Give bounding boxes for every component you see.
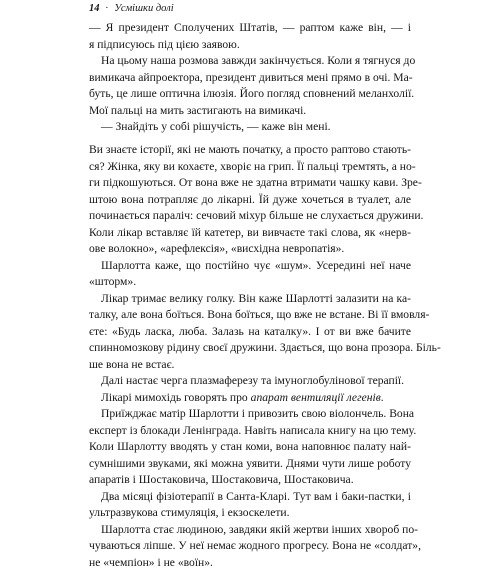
text-line: не «чемпіон» і не «воїн». — [89, 555, 411, 571]
text-line: Шарлотта стає людиною, завдяки якій жертви інших хвороб по- — [89, 522, 411, 539]
text-line: Шарлотта каже, що постійно чує «шум». Усередині неї наче — [89, 258, 411, 275]
text-line: Далі настає черга плазмаферезу та імуноглобулінової терапії. — [89, 373, 411, 390]
text-line: — Я президент Сполучених Штатів, — раптом каже він, — і — [89, 20, 411, 37]
text-line: Приїжджає матір Шарлотти і привозить свою віолончель. Вона — [89, 406, 411, 423]
text-line: я підписуюсь під цією заявою. — [89, 37, 411, 54]
text-line: Ви знаєте історії, які не мають початку, а просто раптово стають- — [89, 142, 411, 159]
text-line: ультразвукова стимуляція, і екзоскелети. — [89, 505, 411, 522]
text-line: Мої пальці на мить застигають на вимикачі. — [89, 103, 411, 120]
text-line: На цьому наша розмова завжди закінчується. Коли я тягнуся до — [89, 53, 411, 70]
text-line: «шторм». — [89, 274, 411, 291]
text-line: ся? Жінка, яку ви кохаєте, хворіє на грип. Її пальці тремтять, а но- — [89, 159, 411, 176]
text-line: штою вона потрапляє до лікарні. Їй дуже хочеться в туалет, але — [89, 192, 411, 209]
text-line: експерт із блокади Ленінграда. Навіть написала книгу на цю тему. — [89, 423, 411, 440]
text-line: вимикача айпроектора, президент дивиться мені прямо в очі. Ма- — [89, 70, 411, 87]
text-line: талку, але вона боїться. Вона боїться, що вже не встане. Ві її вмовля- — [89, 307, 411, 324]
text-line — [89, 390, 411, 407]
header-separator: · — [105, 3, 109, 14]
page-number: 14 — [89, 3, 100, 14]
text-line: спинномозкову рідину своєї дружини. Здається, що вона прозора. Біль- — [89, 340, 411, 357]
text-line: починається параліч: сечовий міхур більше не слухається дружини. — [89, 208, 411, 225]
text-line: апаратів і Шостаковича, Шостаковича, Шостаковича. — [89, 472, 411, 489]
book-title: Усмішки долі — [114, 3, 173, 14]
text-line: буть, це лише оптична ілюзія. Його погляд сповнений меланхолії. — [89, 86, 411, 103]
running-header — [89, 2, 174, 15]
text-line: ги підкошуються. От вона вже не здатна втримати чашку кави. Зре- — [89, 175, 411, 192]
text-line: Лікар тримає велику голку. Він каже Шарлотті залазити на ка- — [89, 291, 411, 308]
text-line: єте: «Будь ласка, люба. Залазь на каталку». І от ви вже бачите — [89, 324, 411, 341]
text-line: Два місяці фізіотерапії в Санта-Кларі. Тут вам і баки-пастки, і — [89, 489, 411, 506]
italic-phrase: апарат вентиляції легенів — [251, 391, 381, 404]
text-line: ше вона не встає. — [89, 357, 411, 374]
text-line: чуваються ліпше. У неї немає жодного прогресу. Вона не «солдат», — [89, 538, 411, 555]
text-line: ове волокно», «арефлексія», «висхідна невропатія». — [89, 241, 411, 258]
text-line: сумнішими звуками, які можна уявити. Днями чути лише роботу — [89, 456, 411, 473]
text-line: — Знайдіть у собі рішучість, — каже він мені. — [89, 119, 411, 136]
text-run: Лікарі мимохідь говорять про — [101, 391, 251, 404]
text-line: Коли лікар вставляє їй катетер, ви вивчаєте такі слова, як «нерв- — [89, 225, 411, 242]
text-run: . — [381, 391, 384, 404]
text-line: Коли Шарлотту вводять у стан коми, вона наповнює палату най- — [89, 439, 411, 456]
